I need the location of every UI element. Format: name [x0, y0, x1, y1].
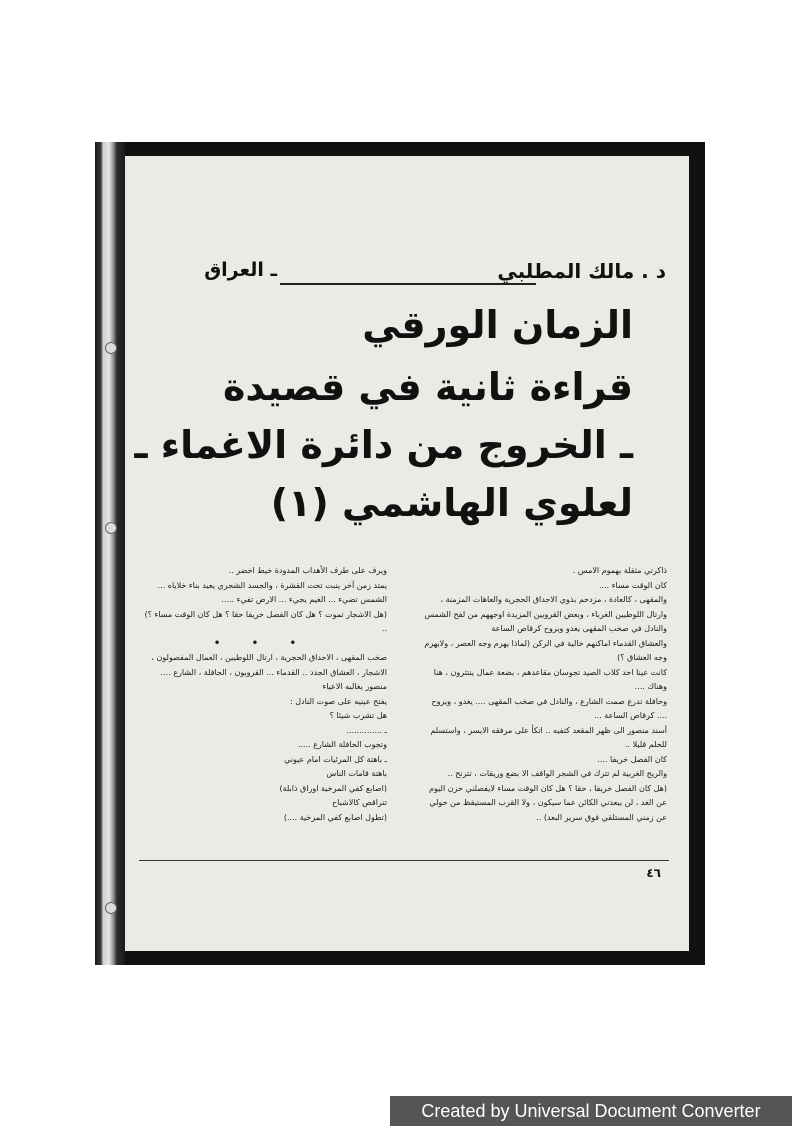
article-column-right [423, 564, 667, 864]
binder-spine [95, 142, 125, 965]
paragraph: كان الفصل خريفا .... [597, 754, 667, 764]
paragraph: باهتة قامات الناس [326, 769, 387, 778]
paragraph: ذاكرتي مثقلة بهموم الامس . [572, 566, 667, 575]
paragraph: ـ .............. [346, 725, 387, 735]
binder-ring [105, 522, 117, 534]
paragraph: هل تشرب شيئا ؟ [329, 711, 387, 720]
paragraph: الشمس تضيء ... الغيم يجيء ... الارض تفيء ..... [221, 595, 387, 604]
magazine-page [125, 156, 689, 951]
paragraph: تتراقص كالاشباح [332, 798, 387, 807]
paragraph: يفتح عينيه على صوت النادل : [290, 696, 387, 706]
header-rule [280, 283, 536, 285]
paragraph: والمقهى ، كالعادة ، مزدحم بذوي الاحداق الحجرية والعاهات المزمنة ، وارتال اللوطيين الغرباء ، وبعض القرويين المزيدة اوجههم من لفح الشمس والنادل في صخب المقهى يغدو ويروح كرقاص الساعة [424, 595, 667, 633]
paragraph: (تطول اصابع كفي المرخية ....) [283, 812, 387, 822]
country-label: ـ العراق [204, 259, 277, 281]
title-line-3: ـ الخروج من دائرة الاغماء ـ [134, 423, 633, 467]
paragraph: كان الوقت مساء .... [598, 580, 667, 590]
section-separator: • • • [213, 637, 311, 649]
paragraph: (هل الاشجار تموت ؟ هل كان الفصل خريفا حقا ؟ هل كان الوقت مساء ؟) .. [144, 609, 387, 633]
converter-watermark: Created by Universal Document Converter [390, 1096, 792, 1126]
footer-rule [139, 860, 669, 861]
article-column-left [137, 564, 387, 864]
paragraph: وحافلة تدرع صمت الشارع ، والنادل في صخب المقهى .... يغدو ، ويروح .... كرقاص الساعة ... [431, 696, 667, 720]
paragraph: ـ باهتة كل المرئيات امام عيوني [284, 754, 387, 764]
title-line-4: لعلوي الهاشمي (١) [270, 481, 633, 525]
scanned-page [95, 142, 705, 965]
paragraph: يمتد زمن آخر ينبت تحت القشرة ، والجسد الشجري يعيد بناء خلاياه ... [157, 580, 387, 590]
paragraph: والعشاق القدماء اماكنهم خالية في الركن (لماذا يهرم وجه العصر ، ولايهرم وجه العشاق ؟) [424, 638, 667, 662]
paragraph: (اصابع كفي المرخية اوراق ذابلة) [279, 783, 387, 793]
title-line-2: قراءة ثانية في قصيدة [222, 365, 633, 409]
paragraph: ويرف على طرف الأهداب المدودة خيط اخضر .. [228, 566, 387, 575]
author-name: د . مالك المطلبي [497, 259, 666, 283]
paragraph: وتجوب الحافلة الشارع ..... [297, 740, 387, 749]
paragraph: أسند منصور الى ظهر المقعد كتفيه .. اتكأ على مرفقه الايسر ، واستسلم للحلم قليلا .. [430, 725, 667, 749]
title-line-1: الزمان الورقي [362, 303, 633, 347]
page-number: ٤٦ [646, 866, 661, 880]
binder-ring [105, 342, 117, 354]
paragraph: (هل كان الفصل خريفا ، حقا ؟ هل كان الوقت مساء لايفصلني حزن اليوم عن الغد ، لن يبعدني الكائن عما سيكون ، ولا القرب المستيقظ من حولي عن زمني المستلقي فوق سرير البعد) .. [429, 783, 667, 822]
paragraph: منصور يغالبه الاعياء [322, 682, 387, 691]
paragraph: والريح الغربية لم تترك في الشجر الواقف الا بضع وريقات ، تترنح .. [447, 769, 667, 778]
paragraph: كانت عينا احد كلاب الصيد تجوسان مقاعدهم ، بضعة عمال ينتثرون ، هنا وهناك .... [433, 667, 667, 691]
binder-ring [105, 902, 117, 914]
paragraph: صخب المقهى ، الاحداق الحجرية ، ارتال اللوطيين ، العمال المفصولون ، الاشجار ، العشاق الجدد .. القدماء ... القرويون ، الحافلة ، الشارع .... [151, 653, 387, 677]
